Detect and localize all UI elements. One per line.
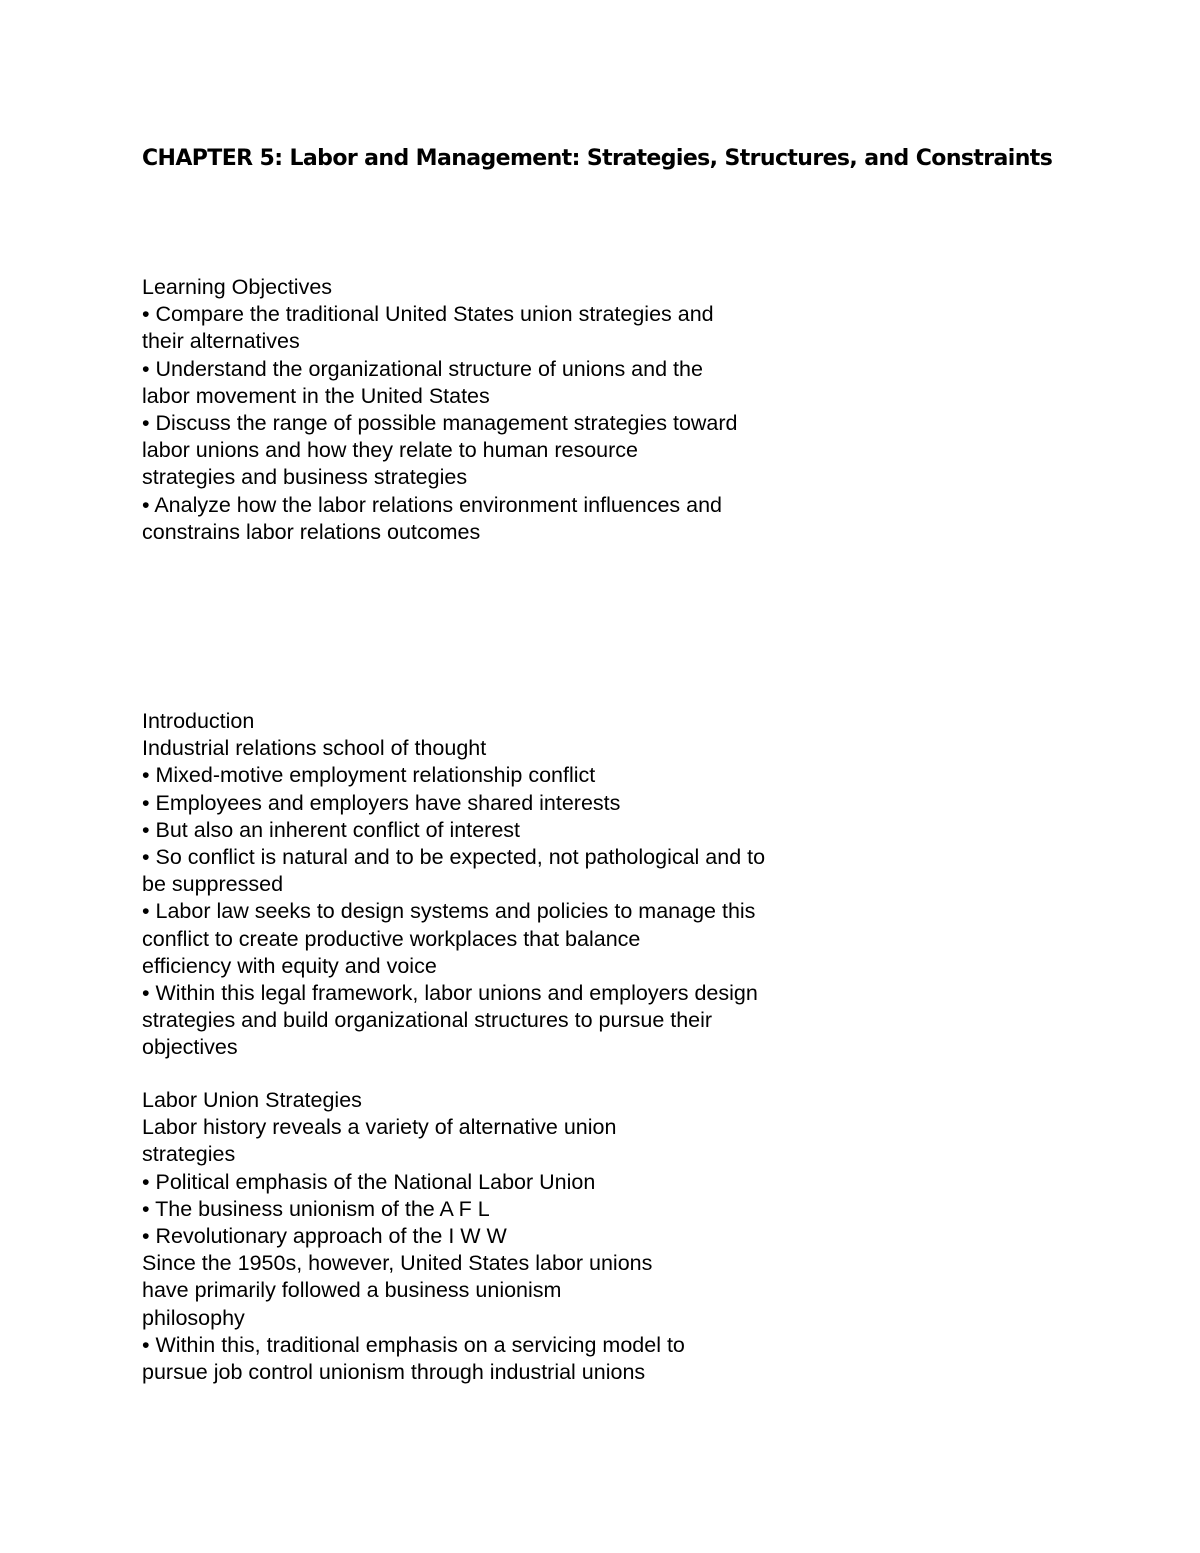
- text-line: their alternatives: [142, 329, 300, 354]
- text-line: conflict to create productive workplaces that balance: [142, 926, 641, 951]
- text-line: • Within this, traditional emphasis on a servicing model to: [142, 1332, 685, 1357]
- text-line: constrains labor relations outcomes: [142, 519, 481, 544]
- text-line: • Mixed-motive employment relationship conflict: [142, 763, 596, 788]
- text-line: strategies and business strategies: [142, 465, 468, 490]
- text-line: • The business unionism of the A F L: [142, 1196, 490, 1221]
- text-line: efficiency with equity and voice: [142, 953, 437, 978]
- section-heading: Introduction: [142, 709, 255, 733]
- text-line: philosophy: [142, 1305, 245, 1330]
- text-line: Since the 1950s, however, United States labor unions: [142, 1251, 653, 1276]
- section-heading: Learning Objectives: [142, 275, 333, 299]
- text-line: • But also an inherent conflict of interest: [142, 817, 521, 842]
- text-line: Labor history reveals a variety of alternative union: [142, 1115, 617, 1140]
- text-line: strategies and build organizational structures to pursue their: [142, 1008, 713, 1033]
- text-line: have primarily followed a business unionism: [142, 1278, 562, 1303]
- learning-objectives-section: [142, 274, 738, 546]
- section-heading: Labor Union Strategies: [142, 1088, 362, 1112]
- text-line: Industrial relations school of thought: [142, 736, 487, 761]
- text-line: objectives: [142, 1035, 238, 1060]
- text-line: • Revolutionary approach of the I W W: [142, 1224, 507, 1249]
- introduction-section: [142, 708, 765, 1062]
- text-line: • Compare the traditional United States union strategies and: [142, 302, 714, 327]
- labor-union-strategies-section: [142, 1087, 685, 1386]
- text-line: pursue job control unionism through industrial unions: [142, 1360, 646, 1385]
- text-line: • Understand the organizational structure of unions and the: [142, 356, 703, 381]
- text-line: • Analyze how the labor relations environment influences and: [142, 492, 723, 517]
- text-line: • Political emphasis of the National Labor Union: [142, 1169, 596, 1194]
- text-line: labor movement in the United States: [142, 383, 490, 408]
- text-line: strategies: [142, 1142, 236, 1167]
- chapter-title: CHAPTER 5: Labor and Management: Strategies, Structures, and Constraints: [142, 146, 1053, 171]
- text-line: • Labor law seeks to design systems and policies to manage this: [142, 899, 756, 924]
- text-line: be suppressed: [142, 872, 284, 897]
- text-line: labor unions and how they relate to human resource: [142, 438, 639, 463]
- text-line: • Discuss the range of possible management strategies toward: [142, 411, 738, 436]
- text-line: • Employees and employers have shared interests: [142, 790, 621, 815]
- text-line: • Within this legal framework, labor unions and employers design: [142, 981, 758, 1006]
- text-line: • So conflict is natural and to be expected, not pathological and to: [142, 845, 766, 870]
